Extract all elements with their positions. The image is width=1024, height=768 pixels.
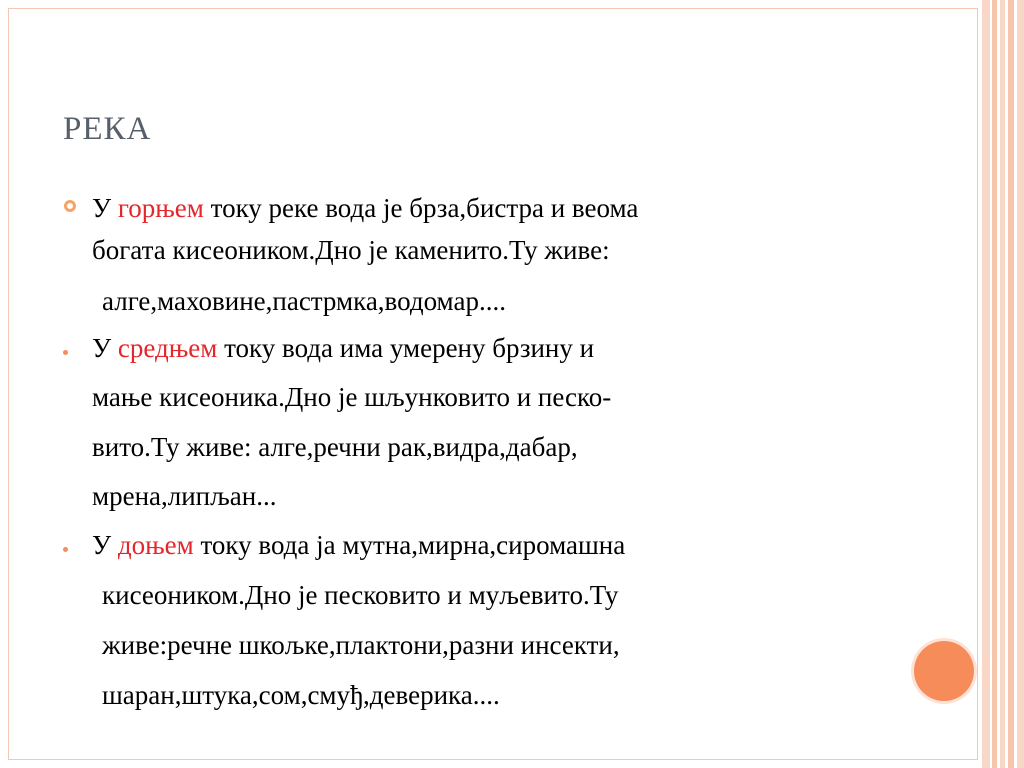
text-pre: У	[92, 530, 118, 560]
highlight-lower-course: доњем	[117, 530, 194, 560]
paragraph-3-line-2: кисеоником.Дно је песковито и муљевито.Ту	[102, 580, 619, 610]
paragraph-2-line-2: мање кисеоника.Дно је шљунковито и песко-	[92, 382, 612, 412]
bullet-dot-icon	[63, 350, 68, 355]
decor-circle	[914, 641, 974, 701]
text-pre: У	[92, 193, 118, 223]
highlight-middle-course: средњем	[117, 333, 218, 363]
paragraph-2-line-1	[92, 330, 594, 366]
text-post: току вода ја мутна,мирна,сиромашна	[193, 530, 626, 560]
paragraph-1-line-3: алге,маховине,пастрмка,водомар....	[102, 286, 506, 316]
decor-stripe	[982, 0, 990, 768]
text-post: току вода има умерену брзину и	[217, 333, 595, 363]
text-pre: У	[92, 333, 118, 363]
decor-stripe	[992, 0, 997, 768]
text-post: току реке вода је брза,бистра и веома	[203, 193, 639, 223]
paragraph-2-line-4: мрена,липљан...	[92, 481, 277, 511]
paragraph-3-line-4: шаран,штука,сом,смуђ,деверика....	[102, 680, 500, 710]
bullet-ring-icon	[64, 200, 76, 212]
slide-title: РЕКА	[63, 111, 152, 147]
decor-stripe	[1008, 0, 1014, 768]
paragraph-3-line-3: живе:речне шкољке,плактони,разни инсекти,	[102, 630, 620, 660]
bullet-dot-icon	[63, 547, 68, 552]
highlight-upper-course: горњем	[117, 193, 204, 223]
decor-stripe	[1017, 0, 1024, 768]
paragraph-1-line-1	[92, 190, 638, 226]
paragraph-2-line-3: вито.Ту живе: алге,речни рак,видра,дабар,	[92, 432, 578, 462]
paragraph-3-line-1	[92, 527, 625, 563]
paragraph-1-line-2: богата кисеоником.Дно је каменито.Ту живе:	[92, 235, 610, 265]
decor-stripe	[1000, 0, 1005, 768]
